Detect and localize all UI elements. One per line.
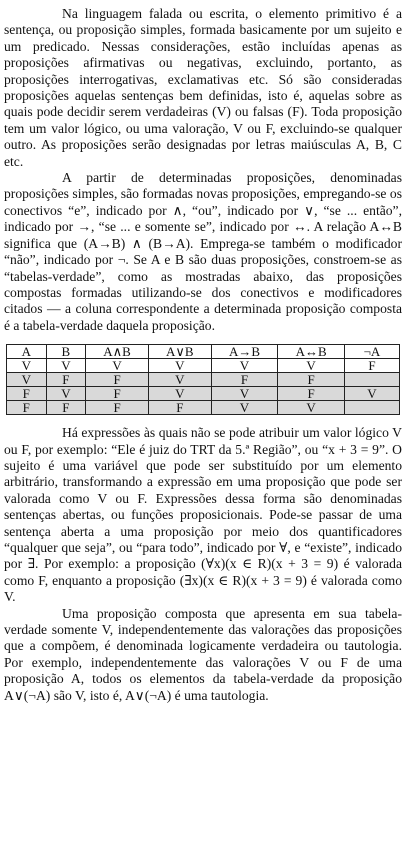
table-cell: F <box>86 373 149 387</box>
paragraph-tautologia: Uma proposição composta que apresenta em sua tabela-verdade somente V, independentemente das valorações das proposições que a compõem, é denominada logicamente verdadeira ou tautologia. Por exemplo, independentemente das valorações V ou F de uma proposição A, todos os elementos da tabela-verdade da proposição A∨(¬A) são V, isto é, A∨(¬A) é uma tautologia. <box>4 605 402 703</box>
table-cell: V <box>278 401 345 415</box>
header-b: B <box>46 345 86 359</box>
table-cell: F <box>46 373 86 387</box>
table-cell: F <box>344 359 399 373</box>
header-implies: A→B <box>211 345 278 359</box>
table-cell: F <box>278 387 345 401</box>
table-cell: F <box>7 401 47 415</box>
table-cell: F <box>46 401 86 415</box>
table-cell: V <box>278 359 345 373</box>
table-row <box>7 373 400 387</box>
table-cell: F <box>86 401 149 415</box>
table-cell: F <box>86 387 149 401</box>
table-cell: V <box>46 359 86 373</box>
table-cell: F <box>148 401 211 415</box>
table-cell: V <box>7 373 47 387</box>
paragraph-proposicoes: Na linguagem falada ou escrita, o elemento primitivo é a sentença, ou proposição simples, formada basicamente por um sujeito e um predicado. Nessas considerações, estão incluídas apenas as proposições afirmativas ou negativas, excluindo, portanto, as proposições interrogativas, exclamativas etc. Só são consideradas proposições aquelas sentenças bem definidas, isto é, aquelas sobre as quais pode decidir serem verdadeiras (V) ou falsas (F). Toda proposição tem um valor lógico, ou uma valoração, V ou F, excluindo-se qualquer outro. As proposições serão designadas por letras maiúsculas A, B, C etc. <box>4 6 402 169</box>
table-cell: V <box>7 359 47 373</box>
table-cell: V <box>344 387 399 401</box>
paragraph-conectivos: A partir de determinadas proposições, denominadas proposições simples, são formadas novas proposições, empregando-se os conectivos “e”, indicado por ∧, “ou”, indicado por ∨, “se ... então”, indicado por →, “se ... e somente se”, indicado por ↔. A relação A↔B significa que (A→B) ∧ (B→A). Emprega-se também o modificador “não”, indicado por ¬. Se A e B são duas proposições, constroem-se as “tabelas-verdade”, como as mostradas abaixo, das proposições compostas formadas utilizando-se dos conectivos e modificadores citados — a coluna correspondente a determinada proposição composta é a tabela-verdade daquela proposição. <box>4 170 402 333</box>
table-row <box>7 401 400 415</box>
table-cell: V <box>148 373 211 387</box>
table-row <box>7 359 400 373</box>
table-cell: F <box>278 373 345 387</box>
table-cell: V <box>46 387 86 401</box>
table-cell: V <box>211 387 278 401</box>
header-not-a: ¬A <box>344 345 399 359</box>
table-cell <box>344 373 399 387</box>
paragraph-sentencas-abertas: Há expressões às quais não se pode atribuir um valor lógico V ou F, por exemplo: “Ele é juiz do TRT da 5.ª Região”, ou “x + 3 = 9”. O sujeito é uma variável que pode ser substituído por um elemento arbitrário, transformando a expressão em uma proposição que pode ser valorada como V ou F. Expressões dessa forma são denominadas sentenças abertas, ou funções proposicionais. Pode-se passar de uma sentença aberta a uma proposição por meio dos quantificadores “qualquer que seja”, ou “para todo”, indicado por ∀, e “existe”, indicado por ∃. Por exemplo: a proposição (∀x)(x ∈ R)(x + 3 = 9) é valorada como F, enquanto a proposição (∃x)(x ∈ R)(x + 3 = 9) é valorada como V. <box>4 425 402 605</box>
table-cell: V <box>148 359 211 373</box>
table-cell: V <box>86 359 149 373</box>
table-cell: F <box>211 373 278 387</box>
table-cell: V <box>211 401 278 415</box>
header-iff: A↔B <box>278 345 345 359</box>
table-cell: V <box>148 387 211 401</box>
header-and: A∧B <box>86 345 149 359</box>
table-cell: V <box>211 359 278 373</box>
table-cell <box>344 401 399 415</box>
header-a: A <box>7 345 47 359</box>
truth-table <box>6 344 400 415</box>
header-or: A∨B <box>148 345 211 359</box>
truth-table-header-row <box>7 345 400 359</box>
table-cell: F <box>7 387 47 401</box>
table-row <box>7 387 400 401</box>
